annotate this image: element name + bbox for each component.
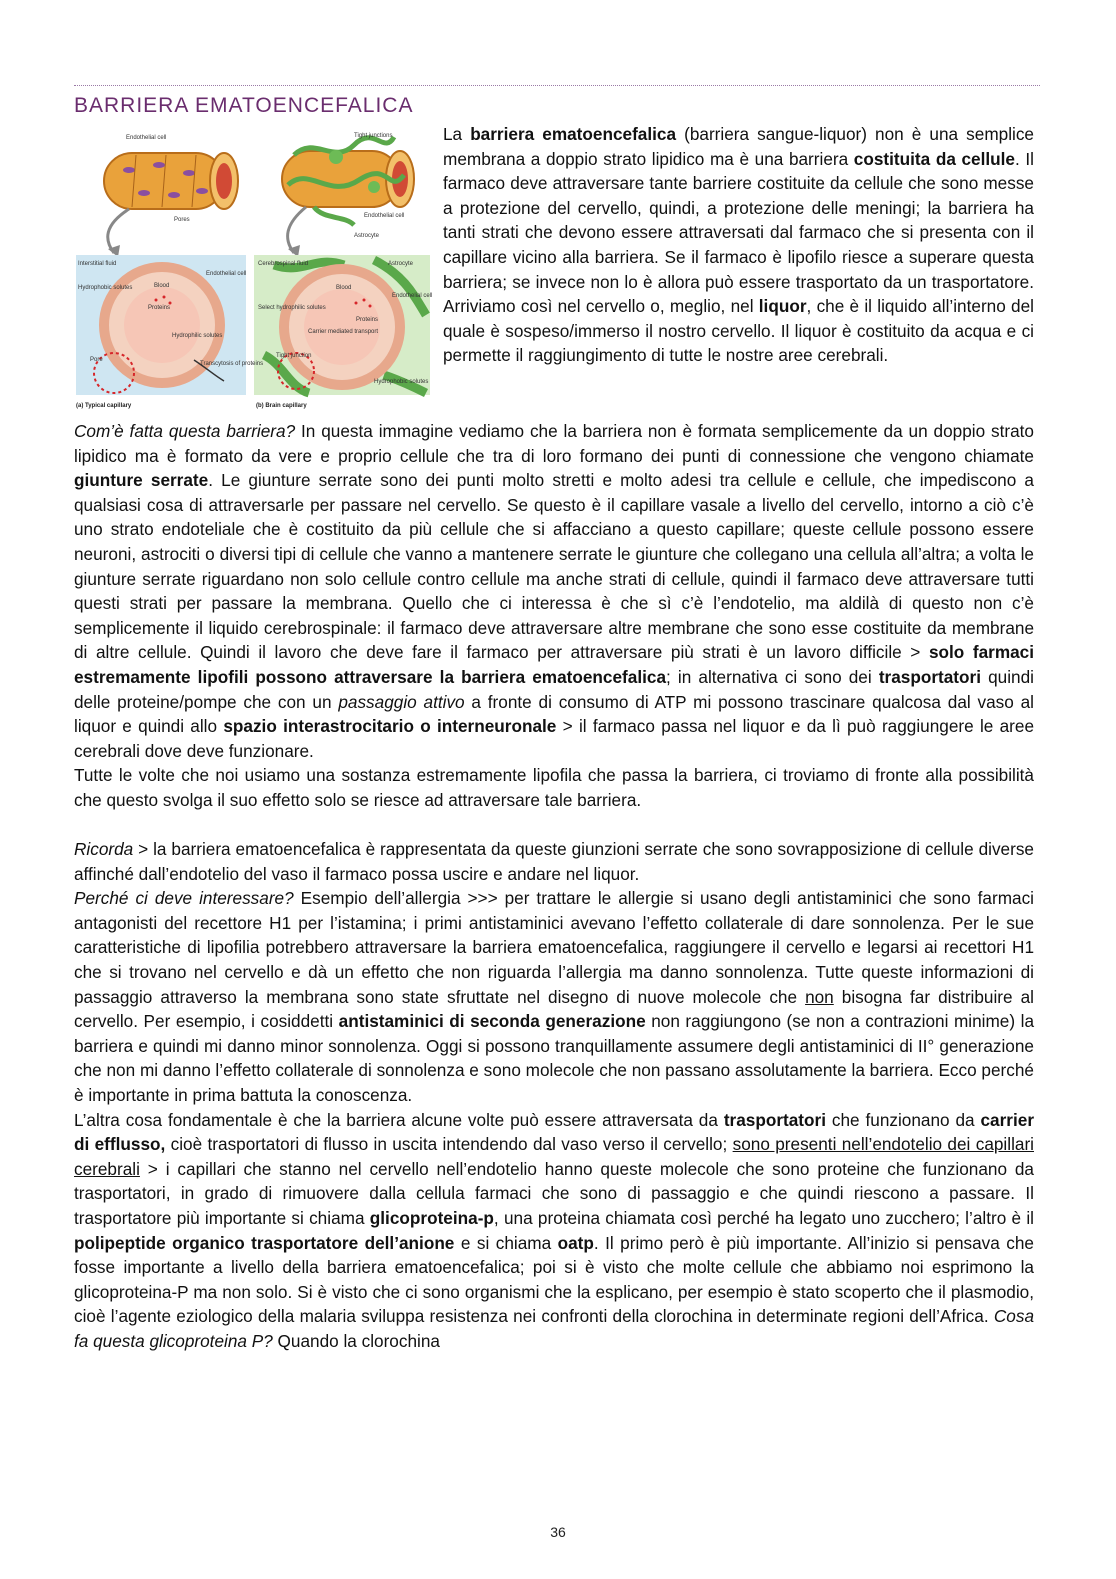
figure-label-hydrophilic-solutes: Hydrophilic solutes: [172, 333, 223, 339]
body-text: [74, 419, 1034, 1354]
figure-caption-b: (b) Brain capillary: [256, 403, 307, 409]
figure-label-proteins: Proteins: [148, 305, 171, 311]
intro-paragraph: La barriera ematoencefalica (barriera sangue-liquor) non è una semplice membrana a doppio strato lipidico ma è una barriera costituita da cellule. Il farmaco deve attraversare tante barriere costituite da cellule che sono messe a protezione del cervello, quindi, a protezione delle meningi; la barriera ha tanti strati che devono essere attraversati dal farmaco che si presenta con il capillare vicino alla barriera. Se il farmaco è lipofilo riesce a superare questa barriera; se invece non lo è allora può essere trasportato da un trasportatore. Arriviamo così nel cervello o, meglio, nel liquor, che è il liquido all’interno del quale è sospeso/immerso il nostro cervello. Il liquor è costituito da acqua e ci permette il raggiungimento di tutte le nostre aree cerebrali.: [443, 124, 1034, 366]
figure-label-endothelial-cell: Endothelial cell: [126, 135, 167, 141]
page-number: 36: [550, 1524, 566, 1540]
paragraph-transporters: L’altra cosa fondamentale è che la barriera alcune volte può essere attraversata da trasportatori che funzionano da carrier di efflusso, cioè trasportatori di flusso in uscita intendendo dal vaso verso il cervello; sono presenti nell’endotelio dei capillari cerebrali > i capillari che stanno nel cervello nell’endotelio hanno queste molecole che sono proteine che funzionano da trasportatori, in grado di rimuovere dalla cellula farmaci che sono di passaggio e che quindi riescono a passare. Il trasportatore più importante si chiama glicoproteina-p, una proteina chiamata così perché ha legato uno zucchero; l’altro è il polipeptide organico trasportatore dell’anione e si chiama oatp. Il primo però è più importante. All’inizio si pensava che fosse importante a livello della barriera ematoencefalica; poi si è visto che molte cellule che abbiamo noi esprimono la glicoproteina-P ma non solo. Si è visto che ci sono organismi che la esplicano, per esempio è stato scoperto che il plasmodio, cioè l’agente eziologico della malaria sviluppa resistenza nei confronti della clorochina in determinate regioni dell’Africa. Cosa fa questa glicoproteina P? Quando la clorochina: [74, 1109, 1035, 1351]
figure-label-astrocyte-right: Astrocyte: [388, 261, 414, 267]
top-divider: [74, 85, 1040, 86]
figure-label-endothelial-cell-mid: Endothelial cell: [206, 271, 247, 277]
figure-label-endothelial-cell-right2: Endothelial cell: [392, 293, 432, 299]
paragraph-allergy: Perché ci deve interessare? Esempio dell’allergia >>> per trattare le allergie si usano degli antistaminici che sono farmaci antagonisti del recettore H1 per l’istamina; i primi antistaminici avevano l’effetto collaterale di dare sonnolenza. Per le sue caratteristiche di lipofilia potrebbero attraversare la barriera ematoencefalica, raggiungere il cervello e legarsi ai recettori H1 che si trovano nel cervello e dà un effetto che non riguarda l’allergia ma danno sonnolenza. Tutte queste informazioni di passaggio attraverso la membrana sono state sfruttate nel disegno di nuove molecole che non bisogna far distribuire al cervello. Per esempio, i cosiddetti antistaminici di seconda generazione non raggiungono (se non a contrazioni minime) la barriera e quindi mi danno minor sonnolenza. Oggi si possono tranquillamente assumere degli antistaminici di II° generazione che non mi danno l’effetto collaterale di sonnolenza e sono molecole che non passano assolutamente la barriera. Ecco perché è importante in prima battuta la conoscenza.: [74, 888, 1034, 1106]
figure-label-select-hydrophilic: Select hydrophilic solutes: [258, 305, 326, 311]
paragraph-lipophilic: Tutte le volte che noi usiamo una sostanza estremamente lipofila che passa la barriera, ci troviamo di fronte alla possibilità che questo svolga il suo effetto solo se riesce ad attraversare tale barriera.: [74, 765, 1034, 810]
figure-label-transcytosis: Transcytosis of proteins: [200, 361, 264, 367]
paragraph-ricorda: Ricorda > la barriera ematoencefalica è rappresentata da queste giunzioni serrate che sono sovrapposizione di cellule diverse affinché dall’endotelio del vaso il farmaco possa uscire e andare nel liquor.: [74, 839, 1034, 884]
figure-label-proteins-right: Proteins: [356, 317, 379, 323]
figure-label-carrier-transport: Carrier mediated transport: [308, 329, 379, 335]
typical-capillary-tube: [104, 153, 238, 209]
figure-label-pores: Pores: [174, 217, 190, 223]
figure-label-tight-junctions: Tight junctions: [354, 133, 393, 139]
figure-caption-a: (a) Typical capillary: [76, 403, 132, 409]
figure-label-cerebrospinal-fluid: Cerebrospinal fluid: [258, 261, 309, 267]
blood-brain-barrier-figure: [74, 125, 432, 411]
figure-label-interstitial-fluid: Interstitial fluid: [78, 261, 117, 267]
figure-label-astrocyte-top: Astrocyte: [354, 233, 380, 239]
figure-label-blood-right: Blood: [336, 285, 352, 291]
figure-label-hydrophobic-solutes-right: Hydrophobic solutes: [374, 379, 429, 385]
figure-label-blood: Blood: [154, 283, 170, 289]
brain-capillary-cross-section: [254, 255, 430, 395]
figure-label-endothelial-cell-right: Endothelial cell: [364, 213, 405, 219]
figure-label-pore: Pore: [90, 357, 103, 363]
capillary-diagram: [74, 125, 432, 411]
section-heading: BARRIERA EMATOENCEFALICA: [74, 94, 414, 117]
figure-label-hydrophobic-solutes: Hydrophobic solutes: [78, 285, 133, 291]
paragraph-structure: Com’è fatta questa barriera? In questa immagine vediamo che la barriera non è formata semplicemente da un doppio strato lipidico ma è formato da vere e proprio cellule che tra di loro formano dei punti di connessione che vengono chiamate giunture serrate. Le giunture serrate sono dei punti molto stretti e molto adesi tra cellule e cellule, che impediscono a qualsiasi cosa di attraversarle per passare nel cervello. Se questo è il capillare vasale a livello del cervello, intorno a ciò c’è uno strato endoteliale che è costituito da più cellule che si affacciano a questo capillare; queste cellule possono essere neuroni, astrociti o diversi tipi di cellule che vanno a mantenere serrate le giunture che collegano una cellula all’altra; a volta le giunture serrate riguardano non solo cellule contro cellule ma anche strati di cellule, quindi il farmaco deve attraversare tutti questi strati per passare la membrana. Quello che ci interessa è che sì c’è l’endotelio, ma aldilà di questo non c’è semplicemente il liquido cerebrospinale: il farmaco deve attraversare altre membrane che sono esse costituite da membrane di altre cellule. Quindi il lavoro che deve fare il farmaco per attraversare più strati è un lavoro difficile > solo farmaci estremamente lipofili possono attraversare la barriera ematoencefalica; in alternativa ci sono dei trasportatori quindi delle proteine/pompe che con un passaggio attivo a fronte di consumo di ATP mi possono trascinare qualcosa dal vaso al liquor e quindi allo spazio interastrocitario o interneuronale > il farmaco passa nel liquor e da lì può raggiungere le aree cerebrali dove deve funzionare.: [74, 421, 1035, 761]
figure-label-tight-junction: Tight junction: [276, 353, 312, 359]
